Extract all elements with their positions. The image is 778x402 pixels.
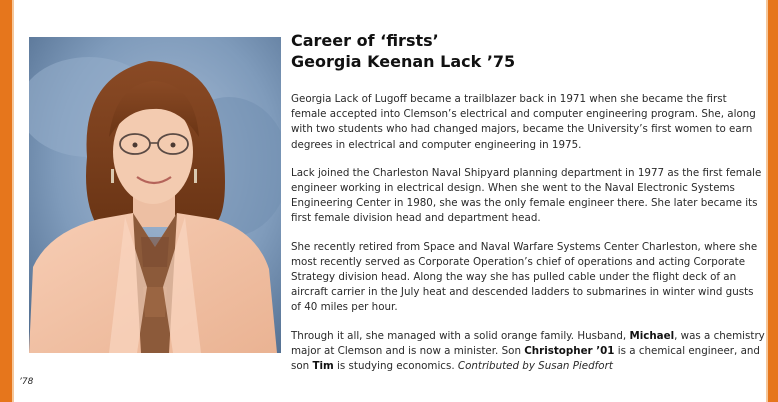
portrait-photo (29, 37, 281, 353)
title-line-1: Career of ‘firsts’ (291, 31, 439, 50)
p4-text-4: is studying economics. (333, 360, 458, 373)
p4-text-1: Through it all, she managed with a solid orange family. Husband, (291, 329, 630, 342)
p4-text-3: is a chemical engineer, and son (291, 344, 760, 373)
left-orange-border (0, 0, 12, 402)
name-tim: Tim (312, 360, 334, 373)
title-line-2: Georgia Keenan Lack ’75 (291, 52, 516, 71)
article-title (291, 30, 751, 72)
contributor-credit: Contributed by Susan Piedfort (457, 360, 613, 373)
paragraph-1: Georgia Lack of Lugoff became a trailblazer back in 1971 when she became the first female accepted into Clemson’s electrical and computer engineering program. She, along with two students who had changed majors, became the University’s first women to earn degrees in electrical and computer engineering in 1975. (291, 93, 756, 151)
right-border-highlight (766, 0, 768, 402)
contributor-class-year: ’78 (19, 377, 34, 387)
name-michael: Michael (629, 329, 675, 342)
article-body (291, 92, 765, 387)
paragraph-2: Lack joined the Charleston Naval Shipyard planning department in 1977 as the first female engineer working in electrical design. When she went to the Naval Electronic Systems Engineering Center in 1980, she was the only female engineer there. She later became its first female division head and department head. (291, 166, 762, 225)
left-border-highlight (12, 0, 14, 402)
name-christopher: Christopher ’01 (524, 344, 615, 357)
p4-text-2: , was a chemistry major at Clemson and is now a minister. Son (291, 329, 765, 357)
right-orange-border (768, 0, 778, 402)
paragraph-3: She recently retired from Space and Naval Warfare Systems Center Charleston, where she most recently served as Corporate Operation’s chief of operations and acting Corporate Strategy division head. Along the way she has pulled cable under the flight deck of an aircraft carrier in the July heat and descended ladders to submarines in winter wind gusts of 40 miles per hour. (291, 240, 758, 314)
paragraph-4 (291, 329, 765, 375)
